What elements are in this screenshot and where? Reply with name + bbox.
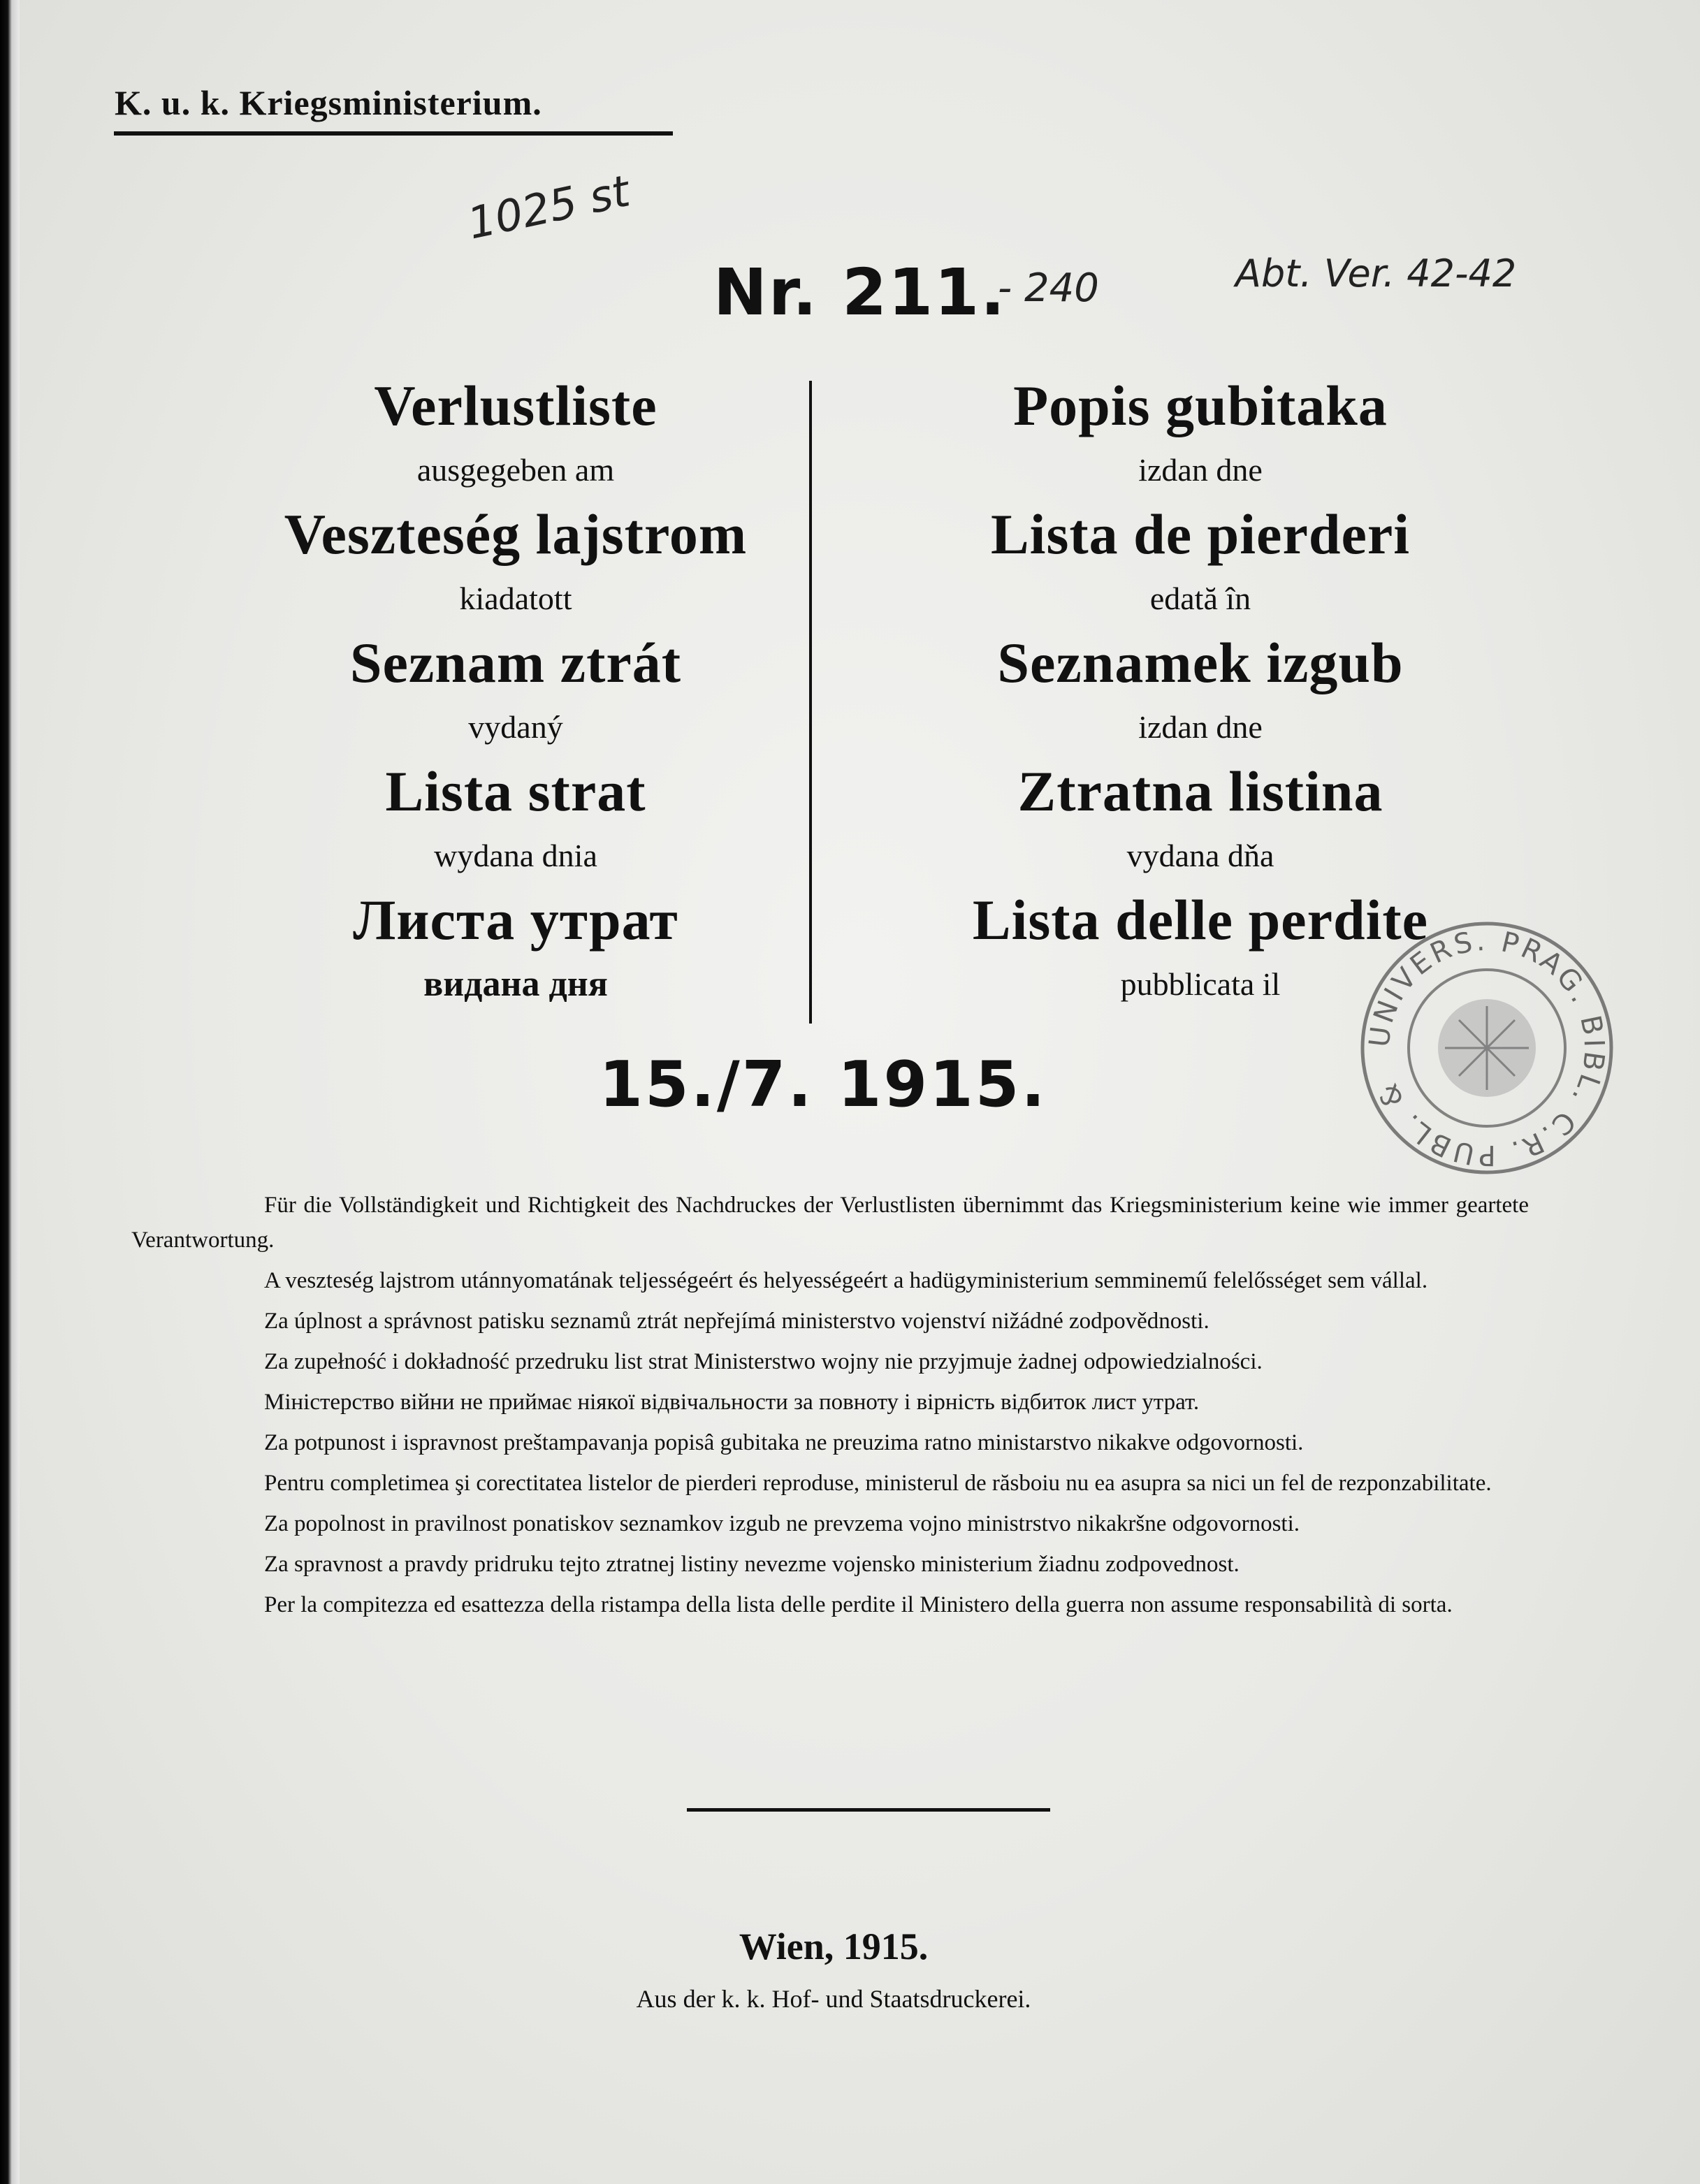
disclaimer-ukrainian: Міністерство війни не приймає ніякої відвічальности за повноту і вірність відбиток лист утрат. <box>264 1390 1200 1415</box>
subtitle-line: ausgegeben am <box>416 452 615 488</box>
issue-date: 15./7. 1915. <box>599 1048 1047 1121</box>
subtitle-line: pubblicata il <box>1120 966 1281 1002</box>
title-line: Ztratna listina <box>1017 759 1383 823</box>
disclaimer-romanian: Pentru completimea şi corectitatea listelor de pierderi reproduse, ministerul de răsboiu nu ea asupra sa nici un fel de rezponzabilitate. <box>264 1471 1492 1496</box>
disclaimer-czech: Za úplnost a správnost patisku seznamů ztrát nepřejímá ministerstvo vojenství nižádné zodpovědnosti. <box>264 1309 1209 1334</box>
header-rule <box>114 131 673 136</box>
disclaimer-hungarian: A veszteség lajstrom utánnyomatának teljességeért és helyességeért a hadügyministerium semminemű felelősséget sem vállal. <box>264 1268 1428 1293</box>
disclaimer-german: Für die Vollständigkeit und Richtigkeit des Nachdruckes der Verlustlisten übernimmt das Kriegsministerium keine wie immer geartete Verantwortung. <box>131 1193 1529 1253</box>
title-line: Verlustliste <box>374 374 658 437</box>
printer-imprint: Aus der k. k. Hof- und Staatsdruckerei. <box>636 1985 1031 2013</box>
footer-rule <box>687 1808 1050 1812</box>
title-line: Lista de pierderi <box>990 502 1411 566</box>
stamp-text: UNIVERS. PRAG. BIBL. C.R. PUBL. & <box>1363 924 1611 1172</box>
handwritten-note-top-right: Abt. Ver. 42-42 <box>1235 252 1517 296</box>
subtitle-line: vydana dňa <box>1126 838 1274 873</box>
publication-place: Wien, 1915. <box>739 1925 929 1967</box>
disclaimer-italian: Per la compitezza ed esattezza della ristampa della lista delle perdite il Ministero della guerra non assume responsabilità di sorta. <box>264 1592 1453 1617</box>
title-line: Lista delle perdite <box>972 888 1429 952</box>
disclaimer-polish: Za zupełność i dokładność przedruku list strat Ministerstwo wojny nie przyjmuje żadnej odpowiedzialności. <box>264 1349 1263 1374</box>
subtitle-line: izdan dne <box>1138 452 1263 488</box>
scan-edge <box>0 0 20 2184</box>
title-line: Lista strat <box>385 759 646 823</box>
title-line: Veszteség lajstrom <box>284 502 748 566</box>
disclaimer-slovak: Za spravnost a pravdy pridruku tejto ztratnej listiny nevezme vojensko ministerium žiadnu zodpovednost. <box>264 1552 1240 1577</box>
document-page <box>20 0 1700 2184</box>
disclaimer-slovenian: Za popolnost in pravilnost ponatiskov seznamkov izgub ne prevzema vojno ministrstvo nikakršne odgovornosti. <box>264 1511 1300 1536</box>
title-line: Листа утрат <box>353 888 678 952</box>
subtitle-line: wydana dnia <box>434 838 597 873</box>
disclaimer-croatian: Za potpunost i ispravnost preštampavanja popisâ gubitaka ne preuzima ratno ministarstvo nikakve odgovornosti. <box>264 1430 1304 1455</box>
subtitle-line: izdan dne <box>1138 709 1263 745</box>
subtitle-line: видана дня <box>423 964 608 1004</box>
disclaimer-block <box>131 1188 1529 1628</box>
title-line: Seznamek izgub <box>997 631 1404 694</box>
issue-number: Nr. 211. <box>713 255 1007 330</box>
subtitle-line: edată în <box>1149 581 1251 616</box>
handwritten-note-top-left: 1025 st <box>463 165 634 249</box>
title-line: Seznam ztrát <box>349 631 682 694</box>
handwritten-note-number: - 240 <box>998 265 1099 311</box>
title-line: Popis gubitaka <box>1013 374 1388 437</box>
subtitle-line: kiadatott <box>459 581 572 616</box>
subtitle-line: vydaný <box>468 709 563 745</box>
column-divider <box>809 381 812 1024</box>
ministry-header: K. u. k. Kriegsministerium. <box>115 83 542 122</box>
titles-left-column <box>166 370 865 1013</box>
